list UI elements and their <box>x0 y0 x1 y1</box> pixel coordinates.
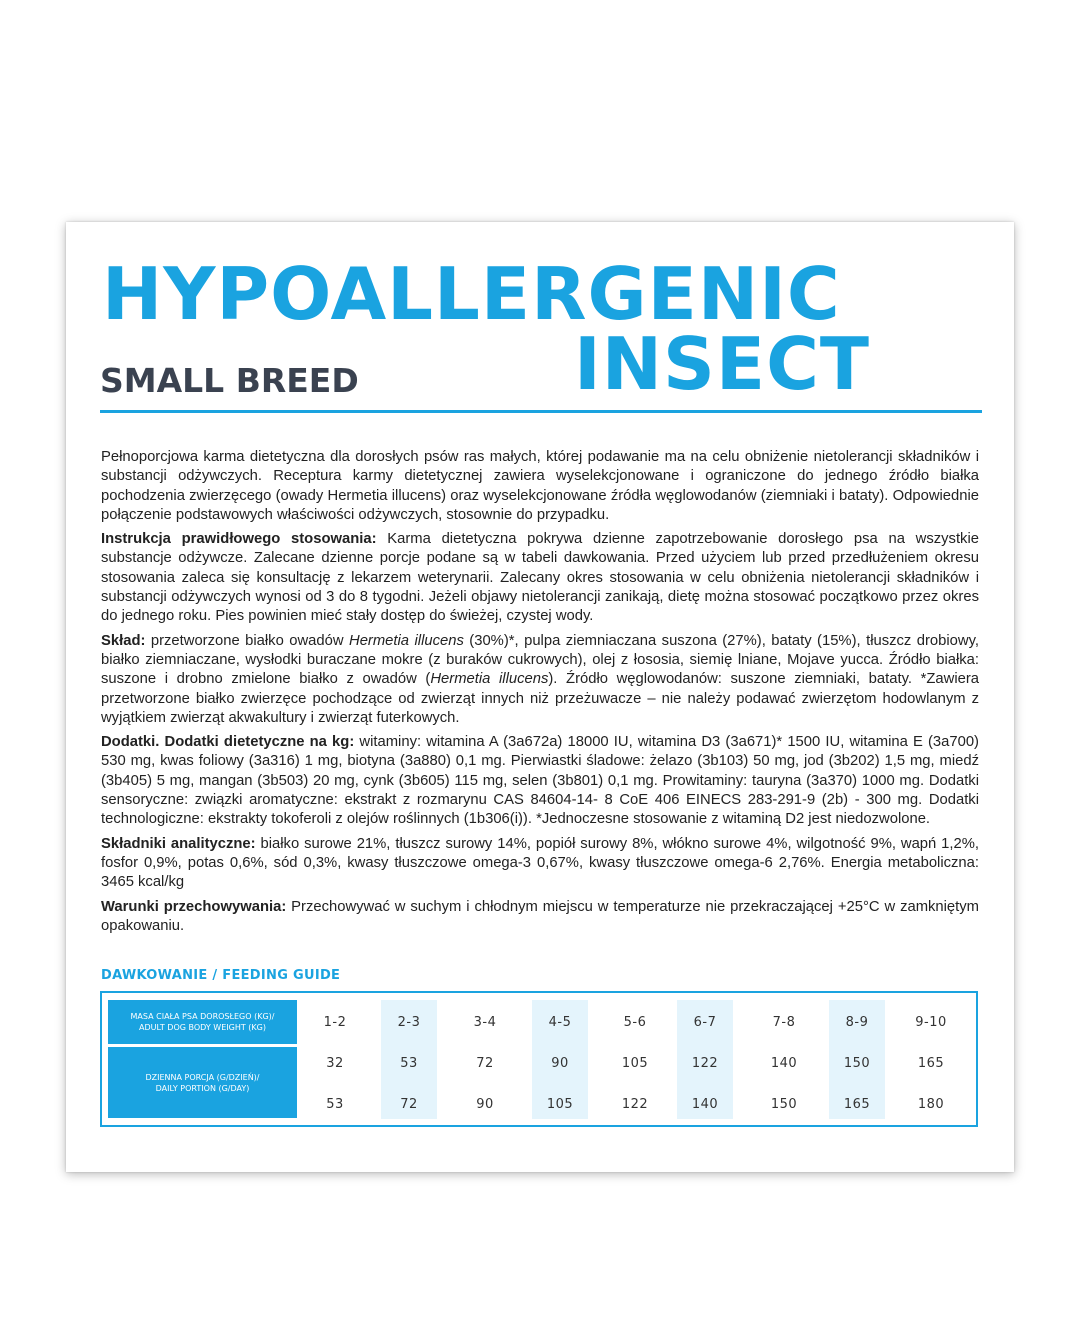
title-divider <box>100 410 982 413</box>
intro-paragraph: Pełnoporcjowa karma dietetyczna dla dorosłych psów ras małych, której podawanie ma na celu obniżenie nietolerancji składników i substancji odżywczych. Receptura karmy dietetycznej zawiera wyselekcjonowane i ograniczone do jednego źródło białka pochodzenia zwierzęcego (owady Hermetia illucens) oraz wyselekcjonowane źródła węglowodanów (ziemniaki i bataty). Odpowiednie połączenie podstawowych właściwości odżywczych, stosownie do przypadku. <box>101 449 979 523</box>
weight-row-label-pl: MASA CIAŁA PSA DOROSŁEGO (KG)/ <box>130 1012 275 1021</box>
instructions-text: Karma dietetyczna pokrywa dzienne zapotrzebowanie dorosłego psa na wszystkie substancje odżywcze. Zalecane dzienne porcje podane są w tabeli dawkowania. Przed użyciem lub przed przedłużeniem okresu stosowania zaleca się konsultację z lekarzem weterynarii. Zalecany okres stosowania w celu obniżenia nietolerancji składników i substancji odżywczych wynosi od 3 do 8 tygodni. Jeżeli objawy nietolerancji zanikają, dietę można stosować początkowo przez okres do jednego roku. Pies powinien mieć stały dostęp do świeżej, czystej wody. <box>101 531 979 625</box>
weight-cell: 1-2 <box>323 1015 347 1030</box>
portion-min-cell: 32 <box>326 1056 344 1071</box>
portion-max-cell: 53 <box>326 1097 344 1112</box>
portion-min-cell: 90 <box>551 1056 569 1071</box>
additives-label: Dodatki. Dodatki dietetyczne na kg: <box>101 734 355 751</box>
weight-cell: 3-4 <box>473 1015 497 1030</box>
product-subtitle: SMALL BREED <box>100 361 359 400</box>
analytical-text: białko surowe 21%, tłuszcz surowy 14%, popiół surowy 8%, włókno surowe 4%, wilgotność 9%, wapń 1,2%, fosfor 0,9%, potas 0,6%, sód 0,3%, kwasy tłuszczowe omega-3 0,67%, kwasy tłuszczowe omega-6 2,76%. Energia metaboliczna: 3465 kcal/kg <box>101 835 980 891</box>
portion-min-cell: 150 <box>843 1056 871 1071</box>
analytical-paragraph <box>101 835 979 893</box>
instructions-label: Instrukcja prawidłowego stosowania: <box>101 531 377 548</box>
additives-text: witaminy: witamina A (3a672a) 18000 IU, witamina D3 (3a671)* 1500 IU, witamina E (3a700) 530 mg, kwas foliowy (3a316) 1 mg, biotyna (3a880) 0,1 mg. Pierwiastki śladowe: żelazo (3b103) 50 mg, jod (3b202) 1,5 mg, miedź (3b405) 5 mg, mangan (3b503) 20 mg, cynk (3b605) 115 mg, selen (3b801) 0,1 mg. Prowitaminy: tauryna (3a370) 1000 mg. Dodatki sensoryczne: związki aromatyczne: ekstrakt z rozmarynu CAS 84604-14- 8 CoE 406 EINECS 283-291-9 (2b) - 300 mg. Dodatki technologiczne: ekstrakty tokoferoli z olejów roślinnych (1b306(i)). *Jednoczesne stosowanie z witaminą D2 jest niedozwolone. <box>101 734 979 828</box>
weight-cell: 2-3 <box>397 1015 421 1030</box>
weight-cell: 4-5 <box>548 1015 572 1030</box>
weight-cell: 6-7 <box>693 1015 717 1030</box>
product-title-line1: HYPOALLERGENIC <box>102 252 841 336</box>
portion-max-cell: 165 <box>843 1097 871 1112</box>
composition-label: Skład: <box>101 632 146 649</box>
portion-max-cell: 90 <box>476 1097 494 1112</box>
storage-paragraph <box>101 898 979 937</box>
composition-text-2: (30%)*, pulpa ziemniaczana suszona (27%), bataty (15%), tłuszcz drobiowy, białko ziemniaczane, wysłodki buraczane mokre (z buraków cukrowych), olej z łososia, siemię lniane, Mojave yucca. Źródło białka: suszone i drobno zmielone białko z owadów ( <box>101 632 979 688</box>
composition-species-1: Hermetia illucens <box>349 632 464 649</box>
storage-label: Warunki przechowywania: <box>101 898 287 915</box>
composition-text-3: ). Źródło węglowodanów: suszone ziemniaki, bataty. *Zawiera przetworzone białko zwierzęce pochodzące od zwierząt innych niż przeżuwacze – nie należy podawać zwierzętom hodowlanym z wyjątkiem zwierząt akwakultury i zwierząt futerkowych. <box>101 671 979 726</box>
composition-text-1: przetworzone białko owadów <box>145 632 350 649</box>
portion-max-cell: 105 <box>546 1097 574 1112</box>
weight-row-label-en: ADULT DOG BODY WEIGHT (KG) <box>139 1023 266 1032</box>
weight-cell: 5-6 <box>623 1015 647 1030</box>
weight-row-label <box>108 1000 297 1044</box>
portion-min-cell: 72 <box>476 1056 494 1071</box>
portion-min-cell: 122 <box>691 1056 719 1071</box>
portion-max-cell: 150 <box>770 1097 798 1112</box>
portion-max-cell: 72 <box>400 1097 418 1112</box>
feeding-guide-table <box>100 991 978 1127</box>
weight-cell: 7-8 <box>772 1015 796 1030</box>
analytical-label: Składniki analityczne: <box>101 835 256 852</box>
weight-cell: 9-10 <box>915 1015 947 1030</box>
portion-min-cell: 140 <box>770 1056 798 1071</box>
product-title-line2: INSECT <box>574 322 871 406</box>
instructions-paragraph <box>101 530 979 626</box>
storage-text: Przechowywać w suchym i chłodnym miejscu w temperaturze nie przekraczającej +25°C w zamkniętym opakowaniu. <box>101 898 980 934</box>
portion-max-cell: 122 <box>621 1097 649 1112</box>
feeding-guide-title: DAWKOWANIE / FEEDING GUIDE <box>101 968 341 983</box>
weight-cell: 8-9 <box>845 1015 869 1030</box>
portion-min-cell: 105 <box>621 1056 649 1071</box>
composition-species-2: Hermetia illucens <box>430 671 549 688</box>
portion-min-cell: 165 <box>917 1056 945 1071</box>
portion-row-label-en: DAILY PORTION (G/DAY) <box>155 1083 250 1093</box>
composition-paragraph <box>101 632 979 728</box>
portion-row-label-pl: DZIENNA PORCJA (G/DZIEŃ)/ <box>145 1072 260 1082</box>
portion-max-cell: 180 <box>917 1097 945 1112</box>
additives-paragraph <box>101 733 979 829</box>
portion-row-label <box>108 1047 297 1118</box>
portion-max-cell: 140 <box>691 1097 719 1112</box>
product-description <box>101 448 979 941</box>
portion-min-cell: 53 <box>400 1056 418 1071</box>
